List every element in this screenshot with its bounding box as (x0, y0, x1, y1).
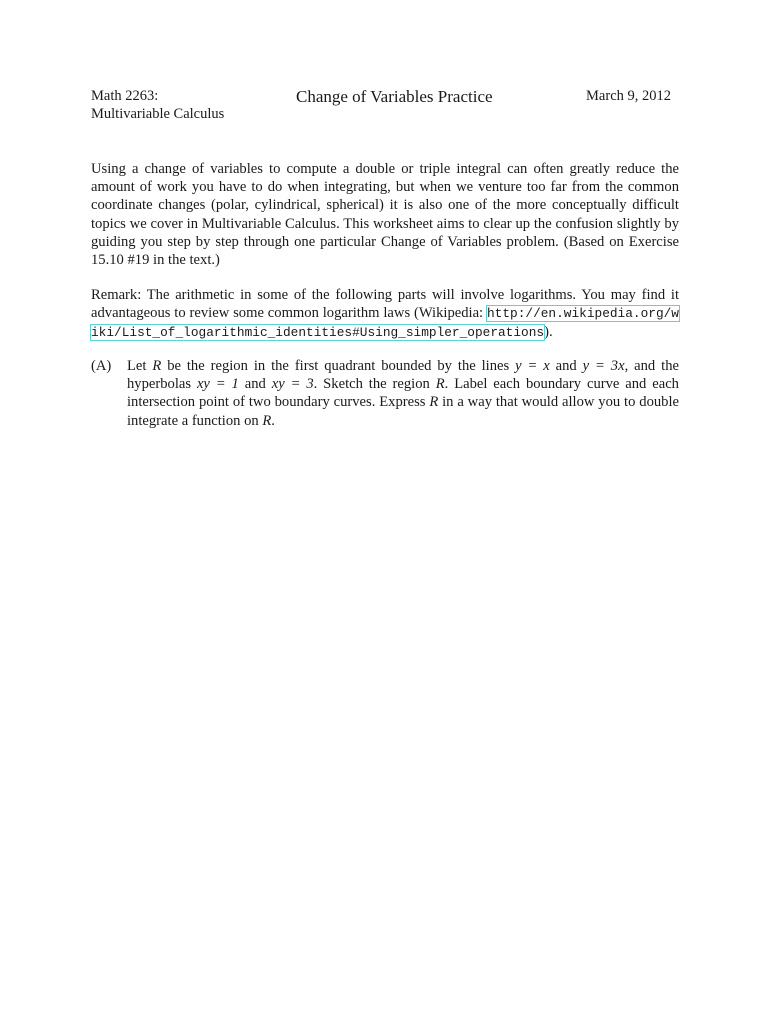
wikipedia-link[interactable]: http://en.wikipedia.org/wiki/List_of_logarithmic_identities#Using_simpler_operations (91, 306, 679, 341)
equation: xy = 3 (271, 376, 314, 393)
problem-item (91, 357, 679, 430)
remark-paragraph (91, 286, 679, 343)
course-number: Math 2263: (91, 88, 159, 104)
region-symbol: R (152, 358, 162, 374)
equation: y = 3x (582, 358, 625, 374)
problem-label: (A) (91, 358, 112, 374)
worksheet-title: Change of Variables Practice (296, 87, 493, 106)
remark-text: Remark: The arithmetic in some of the following parts will involve logarithms. You may find it advantageous to review some common logarithm laws (Wikipedia: (91, 287, 679, 322)
course-name: Multivariable Calculus (91, 106, 225, 122)
worksheet-date: March 9, 2012 (586, 88, 671, 104)
problem-text: Let R be the region in the first quadrant bounded by the lines y = x and y = 3x, and the hyperbolas xy = 1 and xy = 3. Sketch the region R. Label each boundary curve and each intersection point of two boundary curves. Express R in a way that would allow you to double integrate a function on R. (127, 358, 679, 429)
equation: xy = 1 (196, 376, 239, 393)
region-symbol: R (262, 412, 272, 429)
remark-text-end: ). (544, 324, 553, 341)
region-symbol: R (435, 376, 445, 393)
region-symbol: R (429, 394, 439, 411)
equation: y = x (515, 358, 550, 374)
intro-paragraph: Using a change of variables to compute a double or triple integral can often greatly reduce the amount of work you have to do when integrating, but when we venture too far from the common coordinate changes (polar, cylindrical, spherical) it is also one of the more conceptually difficult topics we cover in Multivariable Calculus. This worksheet aims to clear up the confusion slightly by guiding you step by step through one particular Change of Variables problem. (Based on Exercise 15.10 #19 in the text.) (91, 161, 679, 269)
